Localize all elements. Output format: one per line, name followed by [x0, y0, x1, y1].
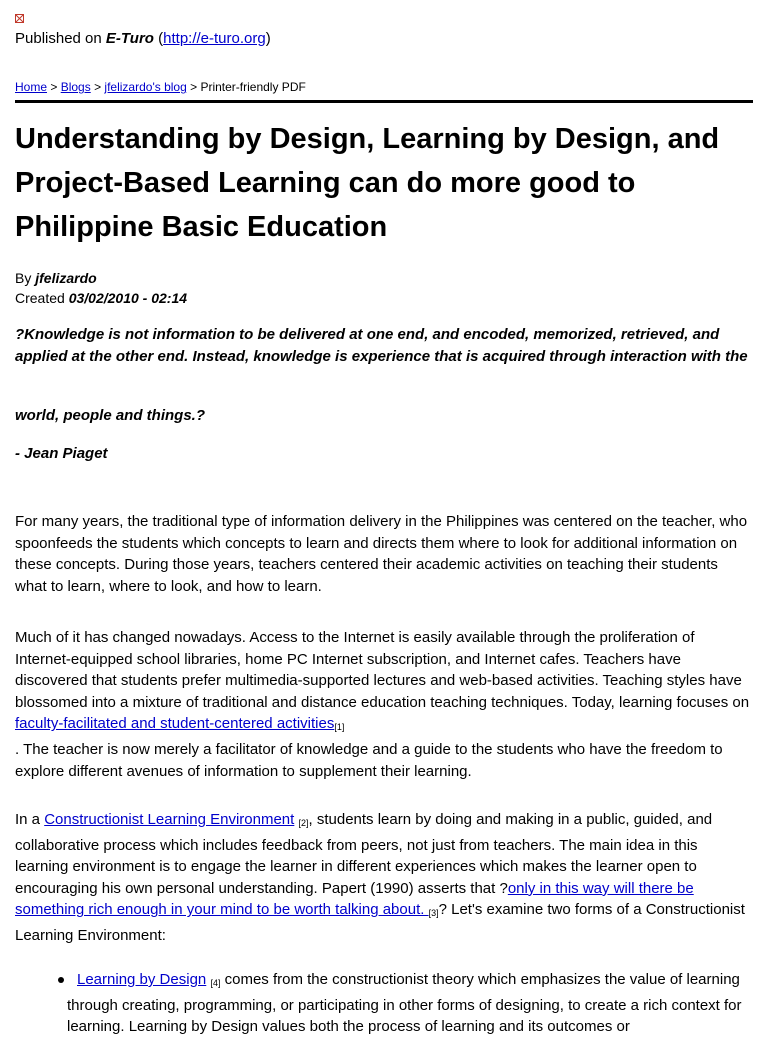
published-on [15, 30, 271, 47]
breadcrumb-user-blog[interactable]: jfelizardo's blog [104, 80, 187, 94]
reference-3: [3] [428, 908, 439, 919]
breadcrumb [15, 80, 306, 94]
list-item-text: comes from the constructionist theory which emphasizes the value of learning through creating, programming, or participating in other forms of designing, to create a rich context for learning. Learning by Design values both the process of learning and its outcomes or [67, 971, 742, 1036]
constructionist-forms-list [15, 969, 753, 1038]
paragraph-2-text: Much of it has changed nowadays. Access to the Internet is easily available through the proliferation of Internet-equipped school libraries, home PC Internet subscription, and Internet cafes. Teachers have discovered that students prefer multimedia-supported lectures and web-based activities. Teaching styles have blossomed into a mixture of traditional and distance education teaching techniques. Today, learning focuses on [15, 629, 750, 711]
created-line [15, 288, 187, 308]
by-label: By [15, 270, 36, 286]
broken-image-icon [15, 14, 24, 23]
breadcrumb-separator: > [186, 80, 201, 94]
breadcrumb-home[interactable]: Home [15, 80, 48, 94]
constructionist-environment-link[interactable]: Constructionist Learning Environment [44, 811, 295, 828]
faculty-facilitated-link[interactable]: faculty-facilitated and student-centered activities [15, 715, 335, 733]
bullet-icon [58, 977, 64, 983]
paragraph-3-tail: ? Let's examine two forms of a Constructionist Learning Environment: [15, 901, 745, 944]
breadcrumb-separator: > [47, 80, 61, 94]
article-title: Understanding by Design, Learning by Design, and Project-Based Learning can do more good to Philippine Basic Education [15, 123, 720, 243]
reference-2: [2] [298, 818, 309, 828]
site-url-close: ) [265, 30, 271, 47]
site-url-link[interactable]: http://e-turo.org [163, 30, 266, 47]
paragraph-3-prefix: In a [15, 811, 45, 828]
created-label: Created [15, 290, 69, 306]
paragraph-3-text: , students learn by doing and making in a public, guided, and collaborative process which includes feedback from peers, not just from teachers. The main idea in this learning environment is to engage the learner in different experiences which makes the learner open to encouraging his own personal understanding. Papert (1990) asserts that ? [15, 811, 713, 897]
paragraph-2 [15, 627, 753, 782]
reference-4: [4] [210, 978, 221, 988]
paragraph-1: For many years, the traditional type of information delivery in the Philippines was centered on the teacher, who spoonfeeds the students which concepts to learn and directs them where to look for additional information on these concepts. During those years, teachers centered their academic activities on teaching their students what to learn, where to look, and how to learn. [15, 513, 748, 595]
author-name: jfelizardo [35, 270, 97, 286]
papert-quote-link[interactable]: only in this way will there be something rich enough in your mind to be worth talking about. [15, 879, 694, 919]
breadcrumb-blogs[interactable]: Blogs [60, 80, 91, 94]
created-date: 03/02/2010 - 02:14 [68, 290, 188, 306]
published-prefix: Published on [15, 30, 106, 47]
reference-1: [1] [334, 722, 345, 733]
learning-by-design-link[interactable]: Learning by Design [77, 971, 207, 988]
paragraph-3 [15, 809, 753, 947]
paragraph-2-tail: . The teacher is now merely a facilitator of knowledge and a guide to the students who have the freedom to explore different avenues of information to supplement their learning. [15, 740, 723, 780]
breadcrumb-separator: > [90, 80, 105, 94]
article-meta [15, 268, 187, 308]
quote-author: - Jean Piaget [15, 445, 108, 462]
breadcrumb-current: Printer-friendly PDF [200, 80, 306, 94]
byline [15, 268, 187, 288]
quote-text: ?Knowledge is not information to be delivered at one end, and encoded, memorized, retrieved, and applied at the other end. Instead, knowledge is experience that is acquired through interaction with the [15, 326, 748, 365]
quote-text-end: world, people and things.? [15, 407, 205, 424]
list-item [15, 969, 753, 1038]
header-divider [15, 100, 753, 103]
site-url-open: ( [153, 30, 164, 47]
site-name: E-Turo [105, 30, 154, 47]
